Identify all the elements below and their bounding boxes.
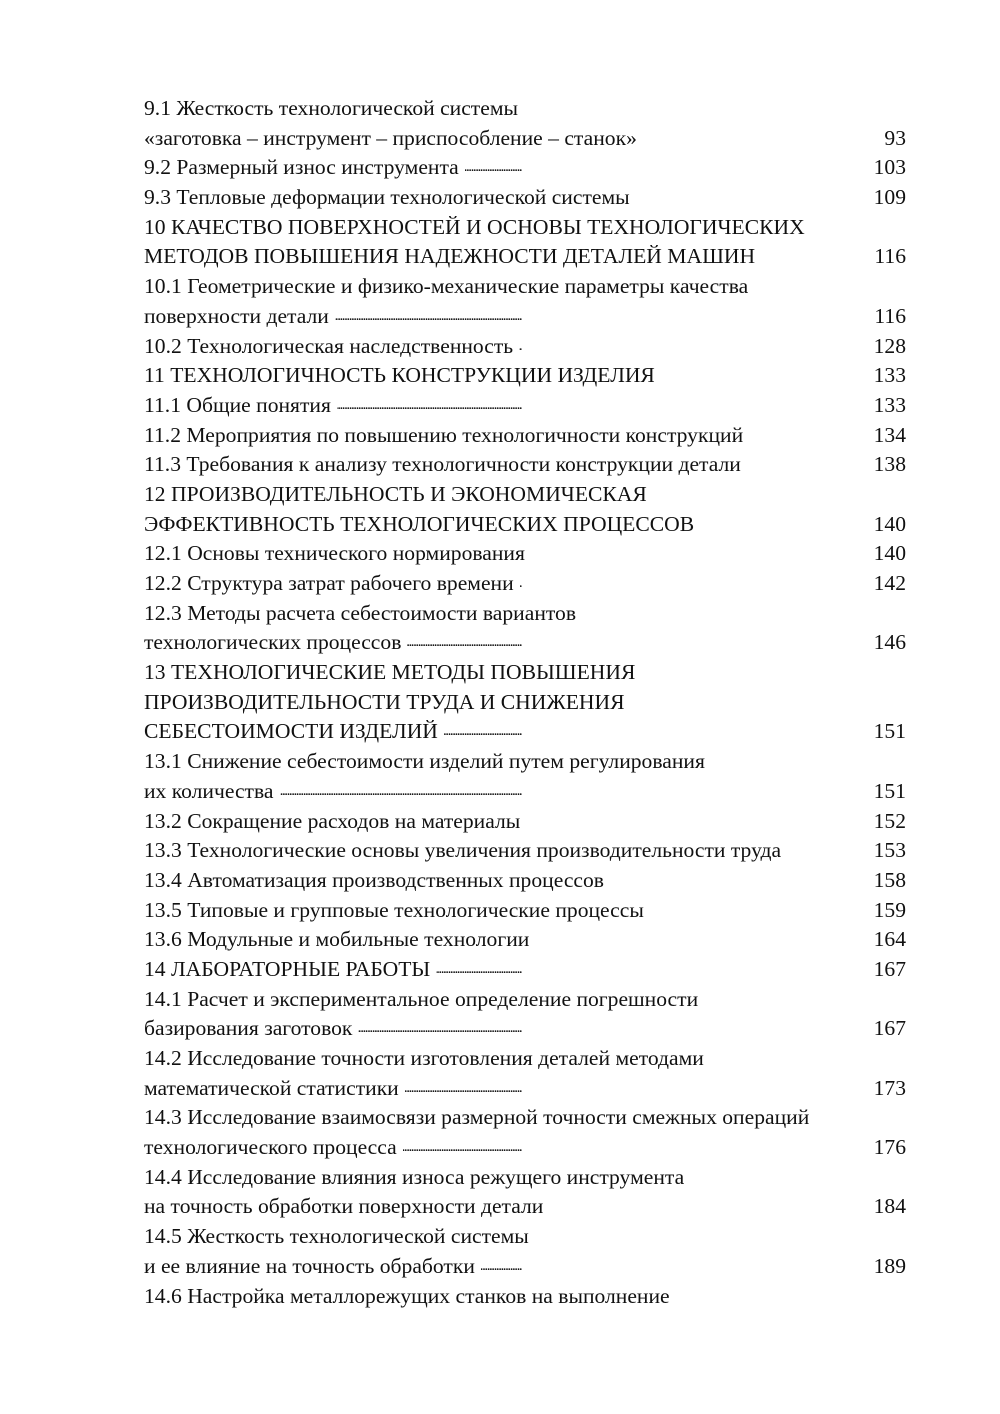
toc-entry-page-number: 176 [868, 1133, 906, 1163]
toc-entry-page-number: 134 [868, 421, 906, 451]
toc-entry[interactable] [144, 866, 906, 896]
toc-entry-title: 14.3 Исследование взаимосвязи размерной точности смежных операций [144, 1103, 815, 1133]
toc-entry[interactable] [144, 332, 906, 362]
toc-entry-title: ПРОИЗВОДИТЕЛЬНОСТИ ТРУДА И СНИЖЕНИЯ [144, 688, 631, 718]
toc-entry-title: 13.3 Технологические основы увеличения производительности труда [144, 836, 787, 866]
toc-entry-page-number: 93 [878, 124, 906, 154]
toc-entry-page-number: 133 [868, 361, 906, 391]
toc-entry-title: «заготовка – инструмент – приспособление – станок» [144, 124, 643, 154]
toc-entry-title: 14 ЛАБОРАТОРНЫЕ РАБОТЫ [144, 955, 436, 985]
toc-entry[interactable] [144, 896, 906, 926]
toc-entry-title: их количества [144, 777, 280, 807]
toc-entry-title: 9.1 Жесткость технологической системы [144, 94, 524, 124]
toc-entry-title: 12.1 Основы технического нормирования [144, 539, 531, 569]
toc-entry[interactable] [144, 361, 906, 391]
toc-entry-title: 14.1 Расчет и экспериментальное определение погрешности [144, 985, 704, 1015]
toc-entry[interactable] [144, 421, 906, 451]
toc-entry-title: 13.4 Автоматизация производственных процессов [144, 866, 610, 896]
toc-entry-title: 14.2 Исследование точности изготовления деталей методами [144, 1044, 710, 1074]
toc-entry[interactable] [144, 658, 906, 688]
toc-entry[interactable] [144, 242, 906, 272]
toc-entry-title: 10.2 Технологическая наследственность [144, 332, 519, 362]
toc-entry-page-number: 167 [868, 955, 906, 985]
toc-entry-title: 14.5 Жесткость технологической системы [144, 1222, 535, 1252]
toc-entry-page-number: 159 [868, 896, 906, 926]
toc-entry-page-number: 152 [868, 807, 906, 837]
toc-entry-title: 12 ПРОИЗВОДИТЕЛЬНОСТЬ И ЭКОНОМИЧЕСКАЯ [144, 480, 653, 510]
toc-entry-page-number: 184 [868, 1192, 906, 1222]
toc-entry-page-number: 116 [868, 242, 906, 272]
toc-entry-title: 12.2 Структура затрат рабочего времени [144, 569, 520, 599]
toc-entry-title: 13.6 Модульные и мобильные технологии [144, 925, 535, 955]
toc-entry-page-number: 142 [868, 569, 906, 599]
toc-entry-page-number: 164 [868, 925, 906, 955]
toc-entry-page-number: 189 [868, 1252, 906, 1282]
toc-entry-title: МЕТОДОВ ПОВЫШЕНИЯ НАДЕЖНОСТИ ДЕТАЛЕЙ МАШИН [144, 242, 761, 272]
toc-entry[interactable] [144, 985, 906, 1015]
toc-entry[interactable] [144, 717, 906, 747]
toc-entry[interactable] [144, 807, 906, 837]
toc-entry-title: поверхности детали [144, 302, 335, 332]
toc-entry-page-number: 151 [868, 717, 906, 747]
toc-entry[interactable] [144, 153, 906, 183]
toc-entry-title: 10.1 Геометрические и физико-механические параметры качества [144, 272, 754, 302]
toc-entry[interactable] [144, 183, 906, 213]
toc-entry-title: СЕБЕСТОИМОСТИ ИЗДЕЛИЙ [144, 717, 444, 747]
toc-entry[interactable] [144, 1192, 906, 1222]
toc-entry[interactable] [144, 628, 906, 658]
toc-entry[interactable] [144, 1133, 906, 1163]
toc-entry-page-number: 173 [868, 1074, 906, 1104]
toc-entry-title: 13 ТЕХНОЛОГИЧЕСКИЕ МЕТОДЫ ПОВЫШЕНИЯ [144, 658, 641, 688]
toc-entry-page-number: 167 [868, 1014, 906, 1044]
toc-entry-title: 14.6 Настройка металлорежущих станков на выполнение [144, 1282, 676, 1312]
toc-entry[interactable] [144, 1074, 906, 1104]
toc-entry-page-number: 153 [868, 836, 906, 866]
toc-entry[interactable] [144, 1252, 906, 1282]
toc-entry-title: 11.1 Общие понятия [144, 391, 337, 421]
toc-entry-title: ЭФФЕКТИВНОСТЬ ТЕХНОЛОГИЧЕСКИХ ПРОЦЕССОВ [144, 510, 700, 540]
toc-entry-title: технологического процесса [144, 1133, 403, 1163]
toc-entry-title: 9.3 Тепловые деформации технологической системы [144, 183, 636, 213]
toc-entry-title: 11 ТЕХНОЛОГИЧНОСТЬ КОНСТРУКЦИИ ИЗДЕЛИЯ [144, 361, 661, 391]
toc-entry-page-number: 116 [868, 302, 906, 332]
toc-entry[interactable] [144, 1282, 906, 1312]
toc-entry[interactable] [144, 391, 906, 421]
toc-entry-title: 13.2 Сокращение расходов на материалы [144, 807, 526, 837]
toc-entry[interactable] [144, 955, 906, 985]
table-of-contents [144, 94, 906, 1311]
toc-entry[interactable] [144, 539, 906, 569]
toc-entry[interactable] [144, 836, 906, 866]
toc-entry[interactable] [144, 599, 906, 629]
toc-entry-title: 11.3 Требования к анализу технологичности конструкции детали [144, 450, 747, 480]
toc-entry-title: математической статистики [144, 1074, 405, 1104]
toc-entry[interactable] [144, 1103, 906, 1133]
toc-entry[interactable] [144, 302, 906, 332]
toc-entry-title: технологических процессов [144, 628, 407, 658]
toc-entry-page-number: 133 [868, 391, 906, 421]
toc-entry[interactable] [144, 1163, 906, 1193]
toc-entry[interactable] [144, 1044, 906, 1074]
toc-entry[interactable] [144, 777, 906, 807]
toc-entry[interactable] [144, 124, 906, 154]
toc-entry[interactable] [144, 1222, 906, 1252]
toc-entry-title: 14.4 Исследование влияния износа режущего инструмента [144, 1163, 690, 1193]
toc-entry[interactable] [144, 272, 906, 302]
toc-entry-page-number: 158 [868, 866, 906, 896]
toc-entry-title: на точность обработки поверхности детали [144, 1192, 549, 1222]
toc-entry-page-number: 103 [868, 153, 906, 183]
toc-entry-title: базирования заготовок [144, 1014, 358, 1044]
toc-entry-title: 13.5 Типовые и групповые технологические процессы [144, 896, 650, 926]
toc-entry[interactable] [144, 1014, 906, 1044]
toc-entry[interactable] [144, 94, 906, 124]
toc-entry-title: 10 КАЧЕСТВО ПОВЕРХНОСТЕЙ И ОСНОВЫ ТЕХНОЛОГИЧЕСКИХ [144, 213, 811, 243]
toc-entry-title: и ее влияние на точность обработки [144, 1252, 481, 1282]
toc-entry[interactable] [144, 747, 906, 777]
toc-entry-page-number: 140 [868, 510, 906, 540]
toc-entry[interactable] [144, 925, 906, 955]
toc-entry-title: 9.2 Размерный износ инструмента [144, 153, 465, 183]
toc-entry[interactable] [144, 213, 906, 243]
toc-entry-page-number: 128 [868, 332, 906, 362]
toc-entry[interactable] [144, 450, 906, 480]
toc-entry[interactable] [144, 569, 906, 599]
toc-entry-title: 13.1 Снижение себестоимости изделий путем регулирования [144, 747, 711, 777]
toc-entry-page-number: 138 [868, 450, 906, 480]
toc-entry-title: 12.3 Методы расчета себестоимости вариантов [144, 599, 582, 629]
toc-entry-page-number: 109 [868, 183, 906, 213]
toc-entry[interactable] [144, 510, 906, 540]
toc-entry-title: 11.2 Мероприятия по повышению технологичности конструкций [144, 421, 749, 451]
toc-entry-page-number: 140 [868, 539, 906, 569]
toc-entry-page-number: 151 [868, 777, 906, 807]
toc-entry[interactable] [144, 688, 906, 718]
toc-entry-page-number: 146 [868, 628, 906, 658]
toc-entry[interactable] [144, 480, 906, 510]
